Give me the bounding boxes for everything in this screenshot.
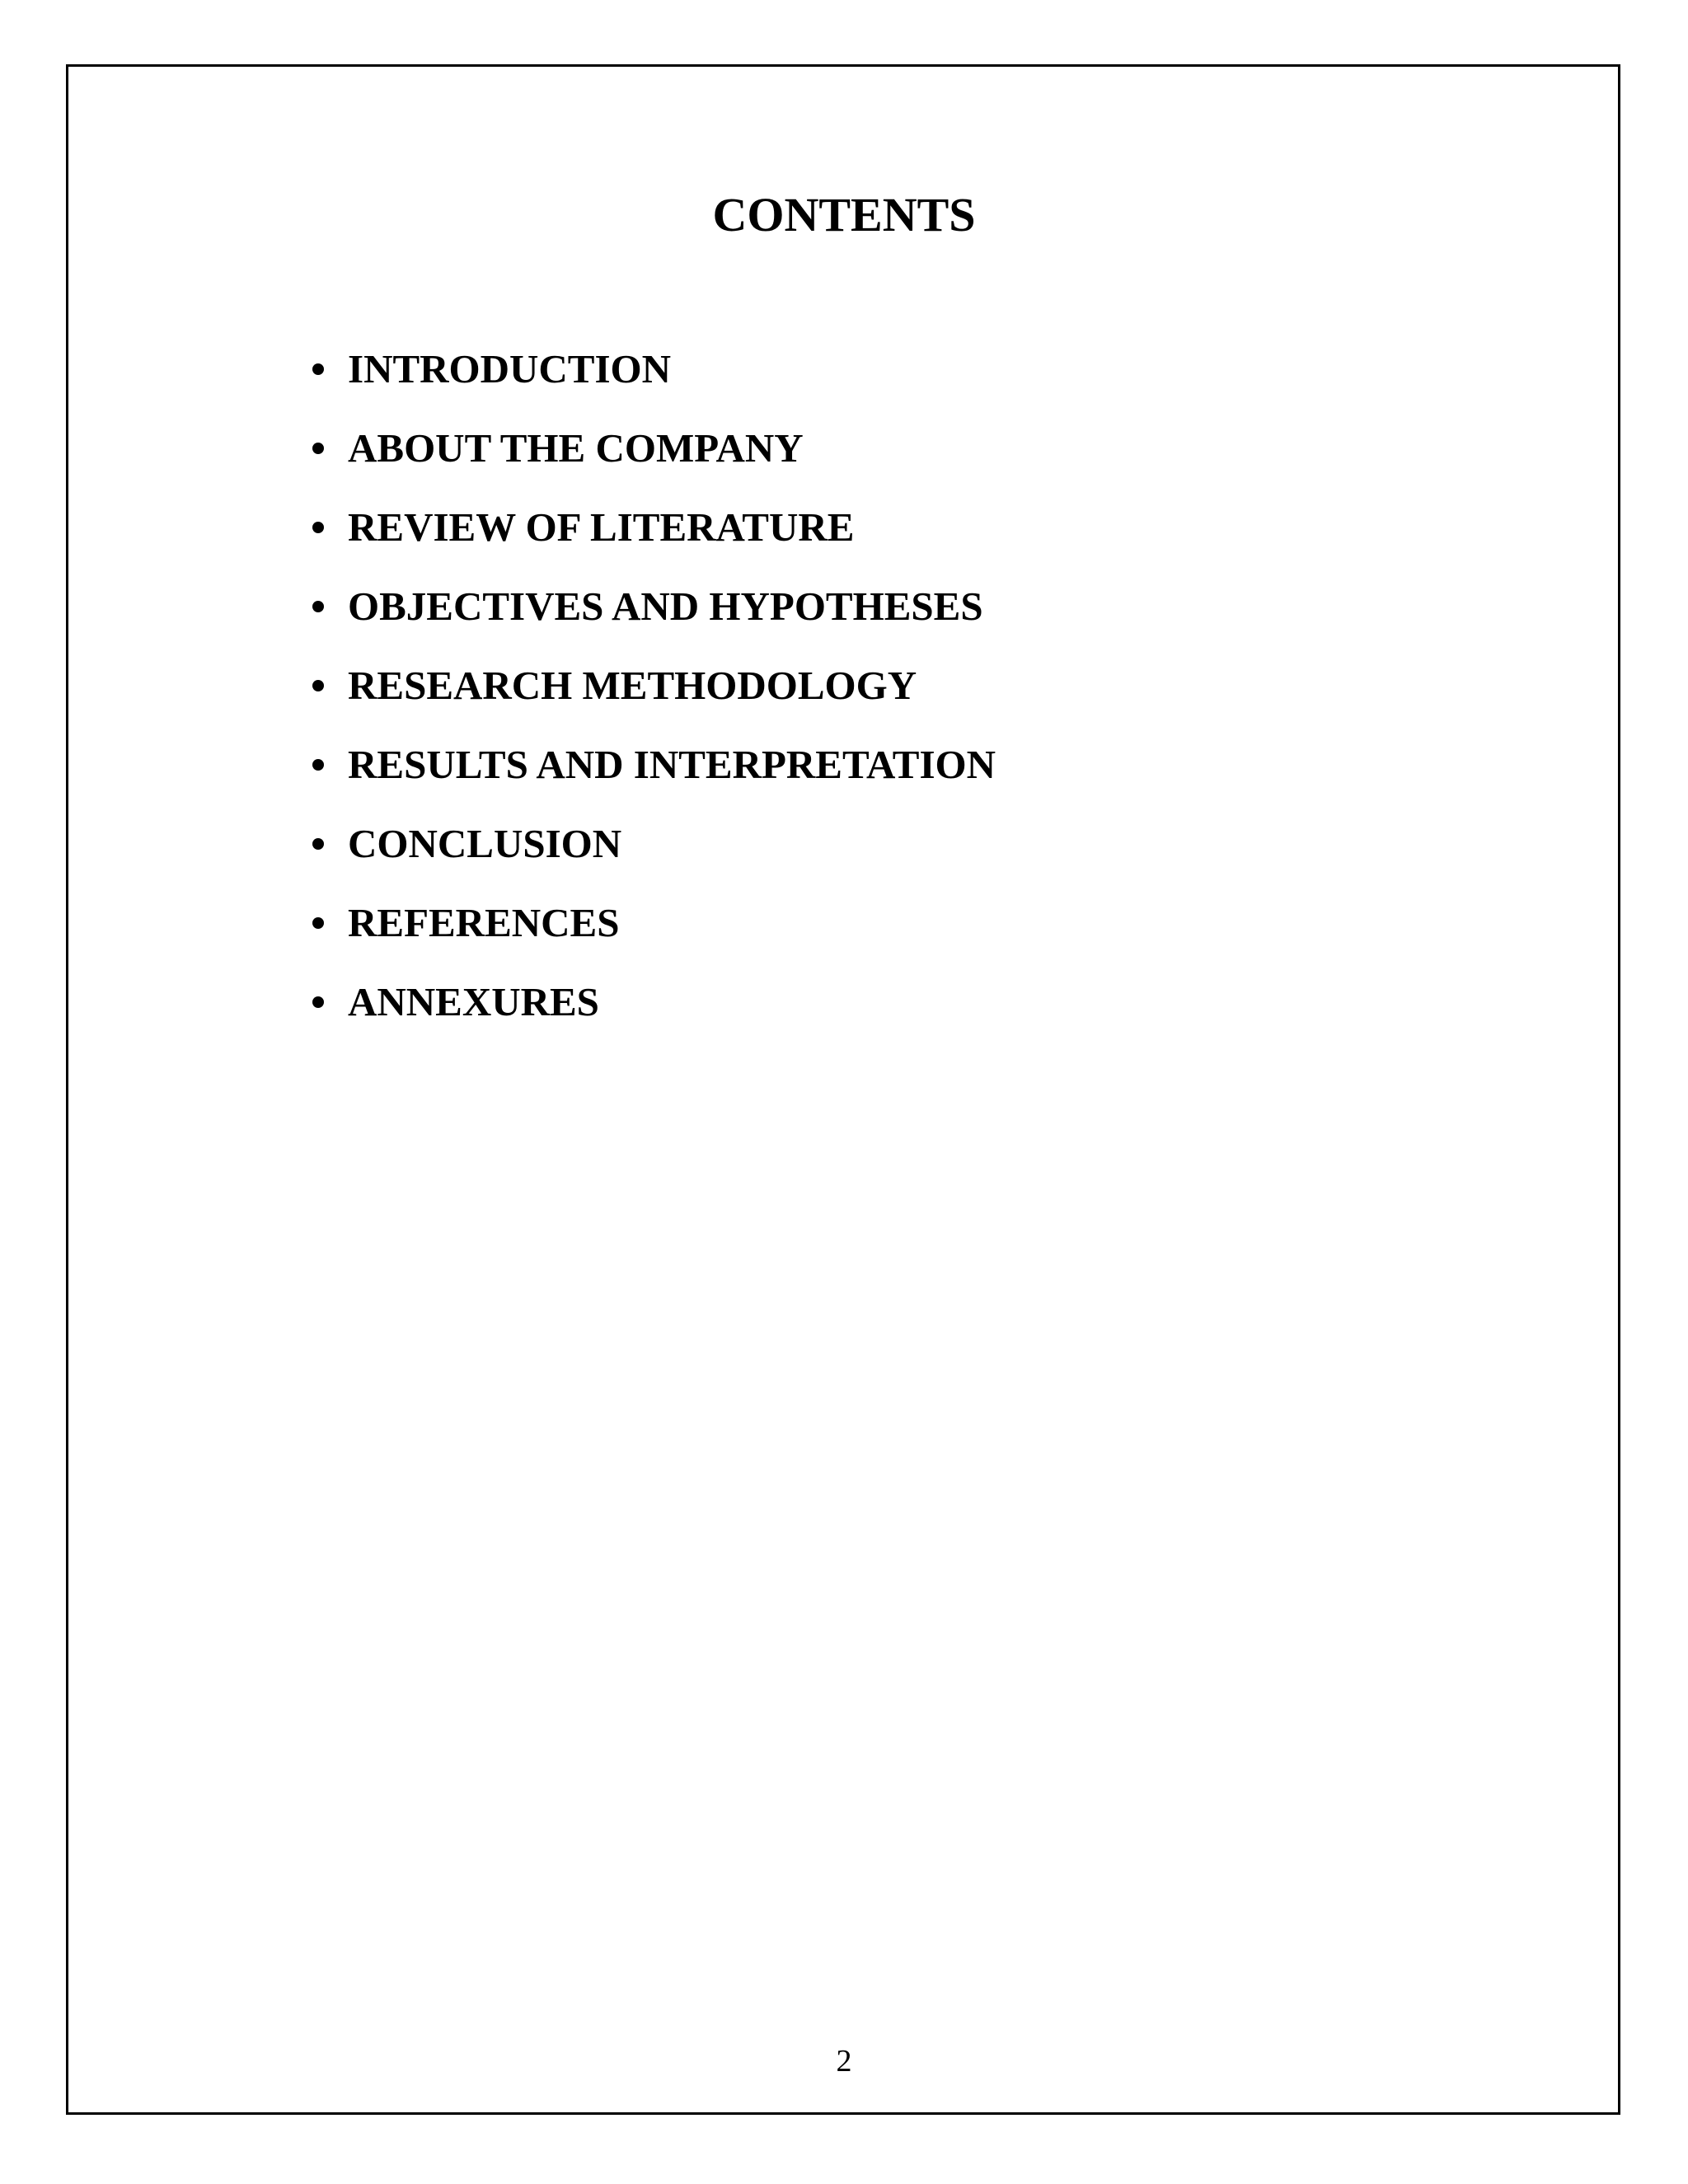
toc-item-results-and-interpretation [302, 738, 996, 818]
bullet-icon [302, 738, 335, 791]
toc-item-introduction [302, 343, 996, 422]
toc-item-references [302, 897, 996, 976]
toc-item-label: REFERENCES [348, 900, 620, 945]
bullet-icon [302, 897, 335, 949]
toc-item-objectives-and-hypotheses [302, 580, 996, 659]
toc-item-research-methodology [302, 659, 996, 738]
toc-item-label: REVIEW OF LITERATURE [348, 504, 855, 550]
bullet-icon [302, 818, 335, 870]
bullet-icon [302, 501, 335, 554]
toc-item-label: OBJECTIVES AND HYPOTHESES [348, 583, 983, 629]
bullet-icon [302, 659, 335, 712]
bullet-icon [302, 580, 335, 633]
toc-item-label: INTRODUCTION [348, 346, 672, 391]
toc-item-label: RESULTS AND INTERPRETATION [348, 742, 996, 787]
bullet-icon [302, 343, 335, 396]
bullet-icon [302, 422, 335, 475]
toc-item-label: RESEARCH METHODOLOGY [348, 663, 917, 708]
toc-item-conclusion [302, 818, 996, 897]
toc-item-label: ANNEXURES [348, 979, 599, 1024]
toc-item-label: ABOUT THE COMPANY [348, 425, 804, 471]
toc-item-about-the-company [302, 422, 996, 501]
table-of-contents [302, 343, 996, 1055]
toc-item-review-of-literature [302, 501, 996, 580]
bullet-icon [302, 976, 335, 1029]
toc-item-annexures [302, 976, 996, 1055]
toc-item-label: CONCLUSION [348, 821, 622, 866]
page-title: CONTENTS [712, 188, 976, 241]
page-number: 2 [836, 2044, 852, 2079]
